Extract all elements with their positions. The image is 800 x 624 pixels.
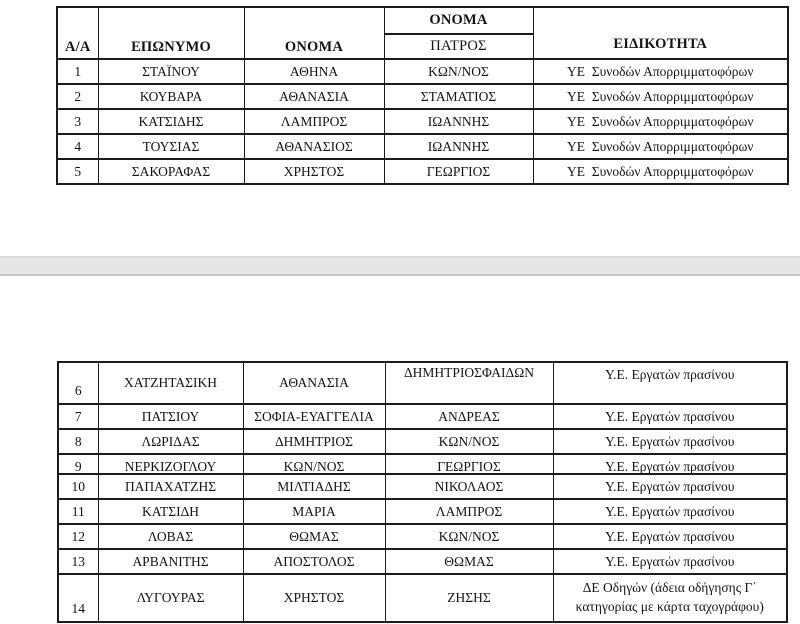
cell-surname: ΝΕΡΚΙΖΟΓΛΟΥ bbox=[98, 454, 243, 479]
cell-surname: ΚΑΤΣΙΔΗ bbox=[98, 499, 243, 524]
cell-surname: ΚΟΥΒΑΡΑ bbox=[98, 84, 244, 109]
cell-specialty: Υ.Ε. Εργατών πρασίνου bbox=[553, 524, 787, 549]
cell-specialty: ΔΕ Οδηγών (άδεια οδήγησης Γ΄ κατηγορίας με κάρτα ταχογράφου) bbox=[553, 574, 787, 622]
table-header bbox=[57, 7, 788, 59]
cell-surname: ΚΑΤΣΙΔΗΣ bbox=[98, 109, 244, 134]
cell-father: ΖΗΣΗΣ bbox=[385, 574, 553, 622]
cell-num: 12 bbox=[58, 524, 98, 549]
table-row bbox=[58, 404, 787, 429]
cell-specialty: Υ.Ε. Εργατών πρασίνου bbox=[553, 362, 787, 404]
cell-num: 5 bbox=[57, 159, 98, 184]
cell-father: ΚΩΝ/ΝΟΣ bbox=[384, 59, 533, 84]
cell-name: ΑΘΑΝΑΣΙΟΣ bbox=[244, 134, 384, 159]
table-row bbox=[57, 159, 788, 184]
cell-name: ΜΙΛΤΙΑΔΗΣ bbox=[243, 474, 385, 499]
table-body bbox=[58, 474, 787, 622]
cell-surname: ΣΤΑΪΝΟΥ bbox=[98, 59, 244, 84]
header-aa: Α/Α bbox=[57, 7, 98, 59]
table-row bbox=[57, 84, 788, 109]
table-row bbox=[58, 549, 787, 574]
table-row bbox=[57, 109, 788, 134]
cell-num: 11 bbox=[58, 499, 98, 524]
cell-name: ΑΘΑΝΑΣΙΑ bbox=[244, 84, 384, 109]
cell-num: 3 bbox=[57, 109, 98, 134]
header-name: ΟΝΟΜΑ bbox=[244, 7, 384, 59]
cell-name: ΣΟΦΙΑ-ΕΥΑΓΓΕΛΙΑ bbox=[243, 404, 385, 429]
header-surname: ΕΠΩΝΥΜΟ bbox=[98, 7, 244, 59]
cell-surname: ΛΩΡΙΔΑΣ bbox=[98, 429, 243, 454]
cell-num: 10 bbox=[58, 474, 98, 499]
table-row bbox=[58, 474, 787, 499]
cell-surname: ΠΑΠΑΧΑΤΖΗΣ bbox=[98, 474, 243, 499]
cell-father: ΑΝΔΡΕΑΣ bbox=[385, 404, 553, 429]
cell-name: ΔΗΜΗΤΡΙΟΣ bbox=[243, 429, 385, 454]
cell-name: ΛΑΜΠΡΟΣ bbox=[244, 109, 384, 134]
employee-table-page2-upper bbox=[57, 361, 788, 480]
cell-num: 2 bbox=[57, 84, 98, 109]
cell-num: 14 bbox=[58, 574, 98, 622]
cell-num: 8 bbox=[58, 429, 98, 454]
table-body bbox=[57, 59, 788, 184]
cell-father: ΝΙΚΟΛΑΟΣ bbox=[385, 474, 553, 499]
table-body bbox=[58, 362, 787, 479]
cell-father: ΚΩΝ/ΝΟΣ bbox=[385, 429, 553, 454]
cell-specialty: ΥΕ Συνοδών Απορριμματοφόρων bbox=[533, 59, 788, 84]
cell-surname: ΧΑΤΖΗΤΑΣΙΚΗ bbox=[98, 362, 243, 404]
cell-father: ΓΕΩΡΓΙΟΣ bbox=[385, 454, 553, 479]
cell-specialty: Υ.Ε. Εργατών πρασίνου bbox=[553, 454, 787, 479]
page-break-separator bbox=[0, 256, 800, 276]
cell-num: 6 bbox=[58, 362, 98, 404]
employee-table-page2-lower bbox=[57, 473, 788, 623]
header-specialty: ΕΙΔΙΚΟΤΗΤΑ bbox=[533, 7, 788, 59]
cell-name: ΚΩΝ/ΝΟΣ bbox=[243, 454, 385, 479]
cell-name: ΑΘΗΝΑ bbox=[244, 59, 384, 84]
cell-surname: ΛΟΒΑΣ bbox=[98, 524, 243, 549]
cell-surname: ΛΥΓΟΥΡΑΣ bbox=[98, 574, 243, 622]
cell-father: ΛΑΜΠΡΟΣ bbox=[385, 499, 553, 524]
cell-name: ΧΡΗΣΤΟΣ bbox=[244, 159, 384, 184]
cell-specialty: Υ.Ε. Εργατών πρασίνου bbox=[553, 474, 787, 499]
cell-name: ΜΑΡΙΑ bbox=[243, 499, 385, 524]
cell-num: 7 bbox=[58, 404, 98, 429]
table-row bbox=[58, 574, 787, 622]
cell-father: ΙΩΑΝΝΗΣ bbox=[384, 134, 533, 159]
cell-name: ΧΡΗΣΤΟΣ bbox=[243, 574, 385, 622]
cell-specialty: ΥΕ Συνοδών Απορριμματοφόρων bbox=[533, 109, 788, 134]
cell-father: ΘΩΜΑΣ bbox=[385, 549, 553, 574]
cell-father: ΔΗΜΗΤΡΙΟΣΦΑΙΔΩΝ bbox=[385, 362, 553, 404]
cell-specialty: ΥΕ Συνοδών Απορριμματοφόρων bbox=[533, 134, 788, 159]
cell-specialty: ΥΕ Συνοδών Απορριμματοφόρων bbox=[533, 84, 788, 109]
cell-father: ΚΩΝ/ΝΟΣ bbox=[385, 524, 553, 549]
cell-specialty: Υ.Ε. Εργατών πρασίνου bbox=[553, 404, 787, 429]
table-row bbox=[58, 524, 787, 549]
cell-father: ΣΤΑΜΑΤΙΟΣ bbox=[384, 84, 533, 109]
cell-num: 9 bbox=[58, 454, 98, 479]
table-row bbox=[58, 429, 787, 454]
cell-num: 13 bbox=[58, 549, 98, 574]
cell-specialty: Υ.Ε. Εργατών πρασίνου bbox=[553, 429, 787, 454]
cell-num: 4 bbox=[57, 134, 98, 159]
cell-surname: ΠΑΤΣΙΟΥ bbox=[98, 404, 243, 429]
header-father-name: ΟΝΟΜΑ bbox=[384, 7, 533, 34]
cell-name: ΑΠΟΣΤΟΛΟΣ bbox=[243, 549, 385, 574]
cell-num: 1 bbox=[57, 59, 98, 84]
header-father-patros: ΠΑΤΡΟΣ bbox=[384, 34, 533, 59]
table-row bbox=[57, 59, 788, 84]
header-row-top bbox=[57, 7, 788, 34]
cell-specialty: Υ.Ε. Εργατών πρασίνου bbox=[553, 549, 787, 574]
table-row bbox=[57, 134, 788, 159]
cell-name: ΘΩΜΑΣ bbox=[243, 524, 385, 549]
table-row bbox=[58, 499, 787, 524]
cell-father: ΓΕΩΡΓΙΟΣ bbox=[384, 159, 533, 184]
cell-surname: ΣΑΚΟΡΑΦΑΣ bbox=[98, 159, 244, 184]
cell-father: ΙΩΑΝΝΗΣ bbox=[384, 109, 533, 134]
cell-surname: ΑΡΒΑΝΙΤΗΣ bbox=[98, 549, 243, 574]
employee-table-page1 bbox=[56, 6, 789, 185]
cell-specialty: Υ.Ε. Εργατών πρασίνου bbox=[553, 499, 787, 524]
table-row bbox=[58, 362, 787, 404]
cell-surname: ΤΟΥΣΙΑΣ bbox=[98, 134, 244, 159]
cell-specialty: ΥΕ Συνοδών Απορριμματοφόρων bbox=[533, 159, 788, 184]
cell-name: ΑΘΑΝΑΣΙΑ bbox=[243, 362, 385, 404]
